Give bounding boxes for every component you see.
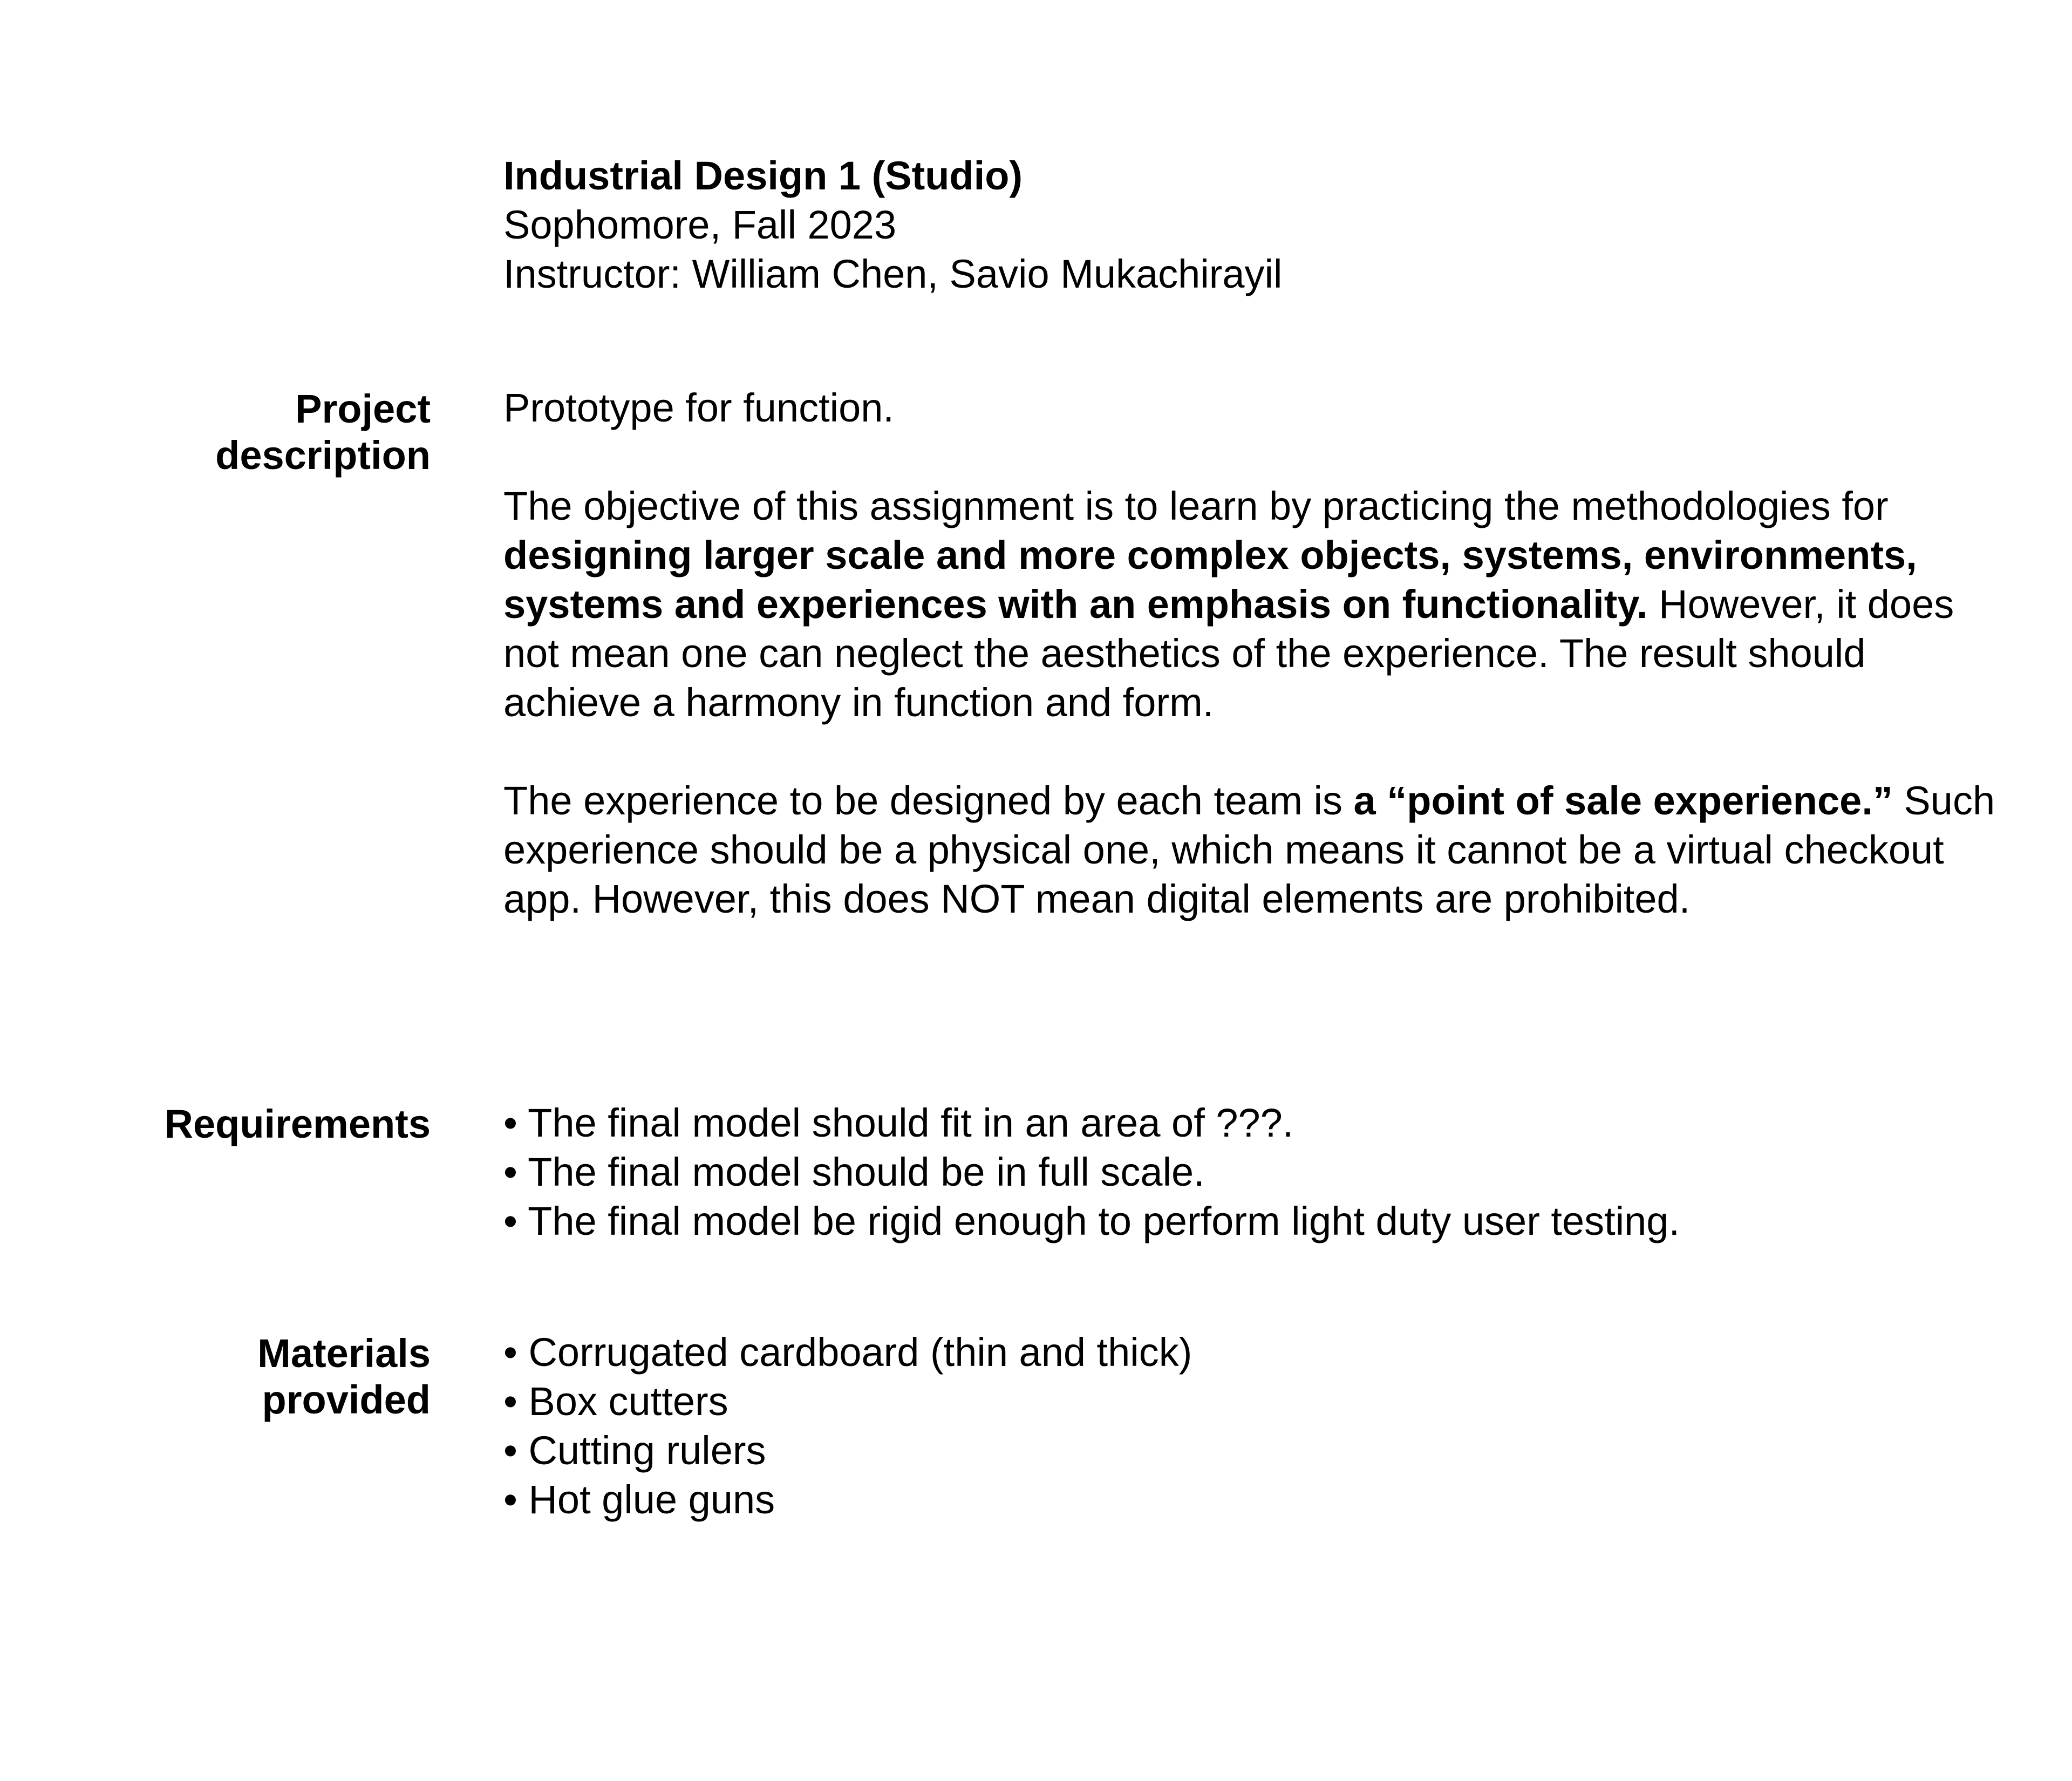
list-item: • Hot glue guns xyxy=(503,1477,775,1522)
project-objective xyxy=(503,481,2014,727)
project-description-label-line1: Project xyxy=(295,386,431,431)
list-item: • The final model should be in full scale. xyxy=(503,1150,1205,1194)
experience-text-end: Such experience should be a physical one, which means it cannot be a virtual checkout app. However, this does NOT mean digital elements are prohibited. xyxy=(503,778,1995,921)
requirements-label-text: Requirements xyxy=(164,1102,431,1146)
materials-label-line2: provided xyxy=(262,1377,431,1422)
objective-text-start: The objective of this assignment is to learn by practicing the methodologies for xyxy=(503,484,1889,528)
experience-emphasis: a “point of sale experience.” xyxy=(1353,778,1893,823)
materials-label-line1: Materials xyxy=(257,1331,431,1376)
materials-label xyxy=(257,1325,431,1429)
project-description-label xyxy=(215,380,431,484)
list-item: • Box cutters xyxy=(503,1379,728,1424)
requirements-list xyxy=(503,1098,2014,1246)
list-item: • The final model should fit in an area of ???. xyxy=(503,1100,1294,1145)
course-term: Sophomore, Fall 2023 xyxy=(503,202,897,247)
project-experience xyxy=(503,776,2014,923)
list-item: • Cutting rulers xyxy=(503,1428,766,1473)
course-header xyxy=(503,151,2014,298)
list-item: • Corrugated cardboard (thin and thick) xyxy=(503,1330,1192,1375)
course-instructor: Instructor: William Chen, Savio Mukachirayil xyxy=(503,251,1283,296)
materials-list xyxy=(503,1328,2014,1524)
project-intro: Prototype for function. xyxy=(503,385,894,430)
list-item: • The final model be rigid enough to perform light duty user testing. xyxy=(503,1199,1680,1243)
course-title: Industrial Design 1 (Studio) xyxy=(503,153,1023,198)
experience-text-start: The experience to be designed by each team is xyxy=(503,778,1354,823)
project-description-label-line2: description xyxy=(215,433,431,478)
requirements-label xyxy=(165,1096,431,1153)
objective-emphasis: designing larger scale and more complex objects, systems, environments, systems and experiences with an emphasis on functionality. xyxy=(503,533,1917,627)
project-description-body xyxy=(503,383,2014,923)
objective-text-end: However, it does not mean one can neglect the aesthetics of the experience. The result should achieve a harmony in function and form. xyxy=(503,582,1954,725)
